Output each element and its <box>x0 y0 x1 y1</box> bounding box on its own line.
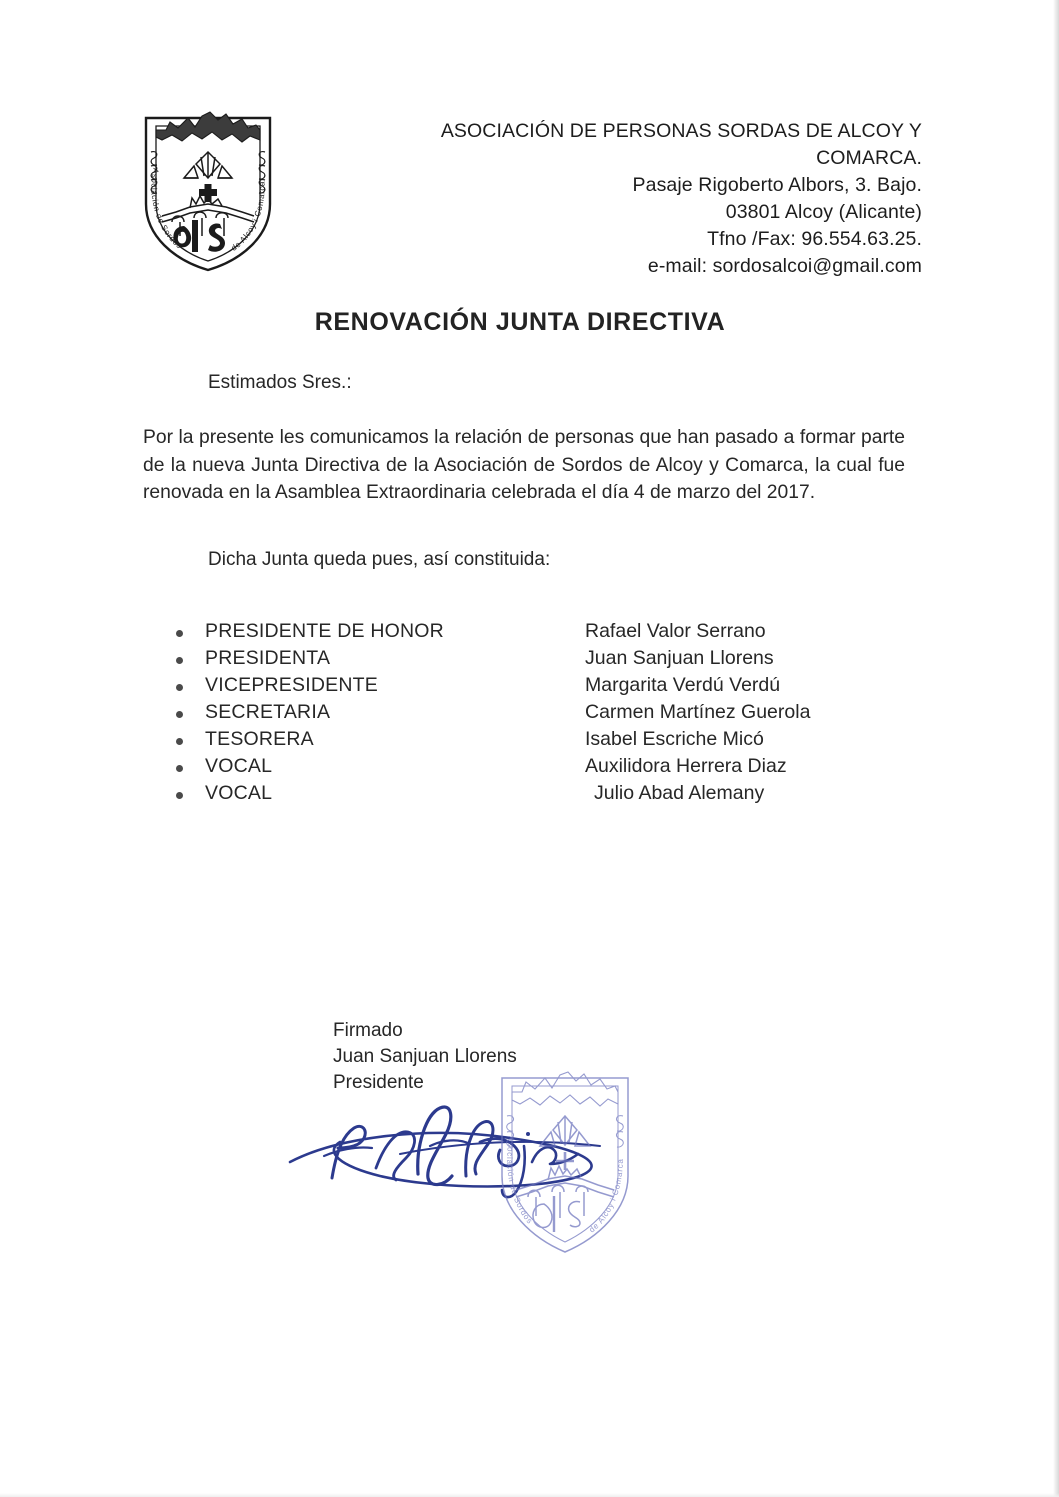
roster-role: VOCAL <box>205 782 273 804</box>
roster-name: Auxilidora Herrera Diaz <box>585 755 787 777</box>
roster-role: VICEPRESIDENTE <box>205 674 378 696</box>
scan-edge-bottom <box>0 1493 1059 1497</box>
roster-name: Margarita Verdú Verdú <box>585 674 781 696</box>
svg-text:de Alcoy i Comarca: de Alcoy i Comarca <box>229 180 267 253</box>
signature-block <box>333 1018 517 1096</box>
roster-role: TESORERA <box>205 728 314 750</box>
roster-role: PRESIDENTE DE HONOR <box>205 620 444 642</box>
bullet-icon <box>176 684 183 691</box>
list-item <box>170 620 930 647</box>
roster-role: SECRETARIA <box>205 701 331 723</box>
email-line: e-mail: sordosalcoi@gmail.com <box>647 255 922 277</box>
bullet-icon <box>176 738 183 745</box>
bullet-icon <box>176 792 183 799</box>
list-item <box>170 674 930 701</box>
organization-name-line1: ASOCIACIÓN DE PERSONAS SORDAS DE ALCOY Y <box>440 120 922 142</box>
list-item <box>170 755 930 782</box>
intro-paragraph: Por la presente les comunicamos la relación de personas que han pasado a formar parte de la nueva Junta Directiva de la Asociación de Sordos de Alcoy y Comarca, la cual fue renovada en la Asamblea Extraordinaria celebrada el día 4 de marzo del 2017. <box>143 427 905 503</box>
svg-text:de Alcoy i Comarca: de Alcoy i Comarca <box>587 1158 625 1235</box>
bullet-icon <box>176 711 183 718</box>
roster-name: Rafael Valor Serrano <box>585 620 766 642</box>
signature-label: Firmado <box>333 1020 403 1041</box>
salutation-text: Estimados Sres.: <box>208 372 352 393</box>
bullet-icon <box>176 765 183 772</box>
list-item <box>170 782 930 809</box>
list-item <box>170 701 930 728</box>
roster-role: VOCAL <box>205 755 273 777</box>
roster-name: Carmen Martínez Guerola <box>585 701 811 723</box>
roster-name: Juan Sanjuan Llorens <box>585 647 774 669</box>
roster-role: PRESIDENTA <box>205 647 331 669</box>
page-title: RENOVACIÓN JUNTA DIRECTIVA <box>314 308 726 336</box>
roster-name: Isabel Escriche Micó <box>585 728 764 750</box>
bullet-icon <box>176 630 183 637</box>
scan-edge-right <box>1053 0 1059 1497</box>
roster-name: Julio Abad Alemany <box>594 782 765 804</box>
bullet-icon <box>176 657 183 664</box>
signatory-name: Juan Sanjuan Llorens <box>333 1046 517 1067</box>
letterhead-address-block <box>412 118 922 280</box>
list-item <box>170 728 930 755</box>
board-roster-list <box>170 620 930 809</box>
street-address: Pasaje Rigoberto Albors, 3. Bajo. <box>632 174 922 196</box>
list-item <box>170 647 930 674</box>
svg-text:Asociación de Sordos: Asociación de Sordos <box>505 1135 535 1226</box>
svg-text:Asociación de Sordos: Asociación de Sordos <box>149 167 184 251</box>
association-crest-icon <box>132 100 284 275</box>
constitution-line: Dicha Junta queda pues, así constituida: <box>208 549 551 570</box>
letterhead <box>132 100 922 280</box>
organization-name-line2: COMARCA. <box>816 147 922 169</box>
city-line: 03801 Alcoy (Alicante) <box>725 201 922 223</box>
signatory-position: Presidente <box>333 1072 424 1093</box>
phone-line: Tfno /Fax: 96.554.63.25. <box>707 228 922 250</box>
